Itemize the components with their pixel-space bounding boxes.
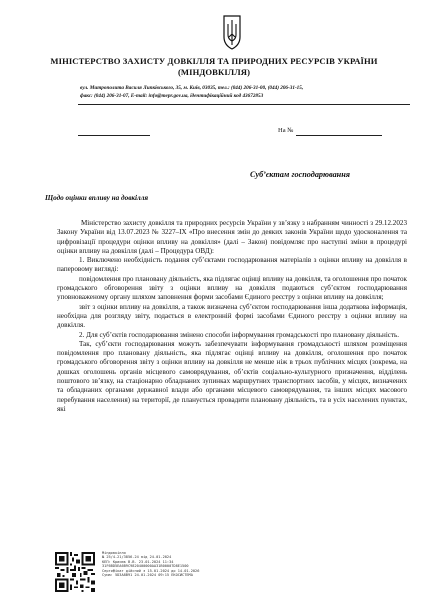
body-paragraph: 2. Для суб’єктів господарювання змінено способи інформування громадськості про плановану діяльність. [79,330,400,339]
stamp-line: Сума: 5D3A8B91 24.01.2024 09:15 ЕКОСИСТЕМА [102,573,193,578]
addressee: Суб’єктам господарювання [250,170,350,179]
letter-subject: Щодо оцінки впливу на довкілля [45,194,149,202]
coat-of-arms-icon [223,15,241,50]
body-paragraph: звіт з оцінки впливу на довкілля, а також визначена суб’єктом господарювання інша додаткова інформація, необхідна для розгляду звіту, подається в електронній формі засобами Єдиного реєстру з оцінки впливу на довкілля. [57,302,407,330]
ministry-address [80,84,400,100]
outgoing-number-line [78,129,150,136]
ministry-title: МІНІСТЕРСТВО ЗАХИСТУ ДОВКІЛЛЯ ТА ПРИРОДНИХ РЕСУРСІВ УКРАЇНИ [50,56,378,66]
electronic-signature-stamp [102,551,262,577]
body-paragraph: Так, суб’єкти господарювання можуть забезпечувати інформування громадськості шляхом розміщення повідомлення про плановану діяльність, яка підлягає оцінці впливу на довкілля, оголошення про початок громадського обговорення звіту з оцінки впливу на довкілля не менше ніж в трьох публічних місцях (зокрема, на дошках оголошень органів місцевого самоврядування, об’єктів соціально-культурного призначення, відділень поштового зв’язку, на стаціонарно обладнаних зупинках маршрутних транспортних засобів, у місцях, визначених та обладнаних органами державної влади або органами місцевого самоврядування, та інших місцях масового перебування населення) на території, де планується провадити плановану діяльність, та в усіх населених пунктах, які [57,339,407,413]
stamp-line: Сертифікат дійсний з 15.01.2024 до 14.01.2026 [102,568,200,573]
header-divider [78,104,410,105]
stamp-line: 31F6BD5EA6B9C9820400000AA31B00007D8E1500 [102,564,189,569]
body-paragraph: Міністерство захисту довкілля та природних ресурсів України у зв’язку з набранням чинності з 29.12.2023 Закону України від 13.07.2023 № 3227–IX «Про внесення змін до деяких законів України щодо удосконалення та цифровізації процедури оцінки впливу на довкілля» (далі – Закон) повідомляє про наступні зміни в процедурі оцінки впливу на довкілля (далі – Процедура ОВД): [57,219,407,255]
letter-body [57,219,407,414]
reference-number-line [296,129,382,136]
reference-number-label: На № [278,127,294,134]
address-line-2: факс: (044) 206-31-07, E-mail: info@mepr.gov.ua, ідентифікаційний код 43672853 [80,93,264,99]
qr-code-icon [55,552,95,592]
stamp-line: № 25/4-21/3856-24 від 24.01.2024 [102,555,172,560]
stamp-line: КЕП: Крисюк В.В. 23.01.2024 11:34 [102,559,174,564]
ministry-abbreviation: (МІНДОВКІЛЛЯ) [177,67,251,77]
address-line-1: вул. Митрополита Василя Липківського, 35, м. Київ, 03035, тел.: (044) 206-31-00, (044) 206-31-15, [80,85,304,91]
body-paragraph: повідомлення про плановану діяльність, яка підлягає оцінці впливу на довкілля, та оголошення про початок громадського обговорення звіту з оцінки впливу на довкілля подаються суб’єктом господарювання уповноваженому органу шляхом заповнення форми засобами Єдиного реєстру з оцінки впливу на довкілля; [57,274,407,302]
stamp-line: Міндовкілля [102,551,126,555]
ministry-name [38,56,390,78]
body-paragraph: 1. Виключено необхідність подання суб’єктами господарювання матеріалів з оцінки впливу на довкілля в паперовому вигляді: [57,256,407,274]
